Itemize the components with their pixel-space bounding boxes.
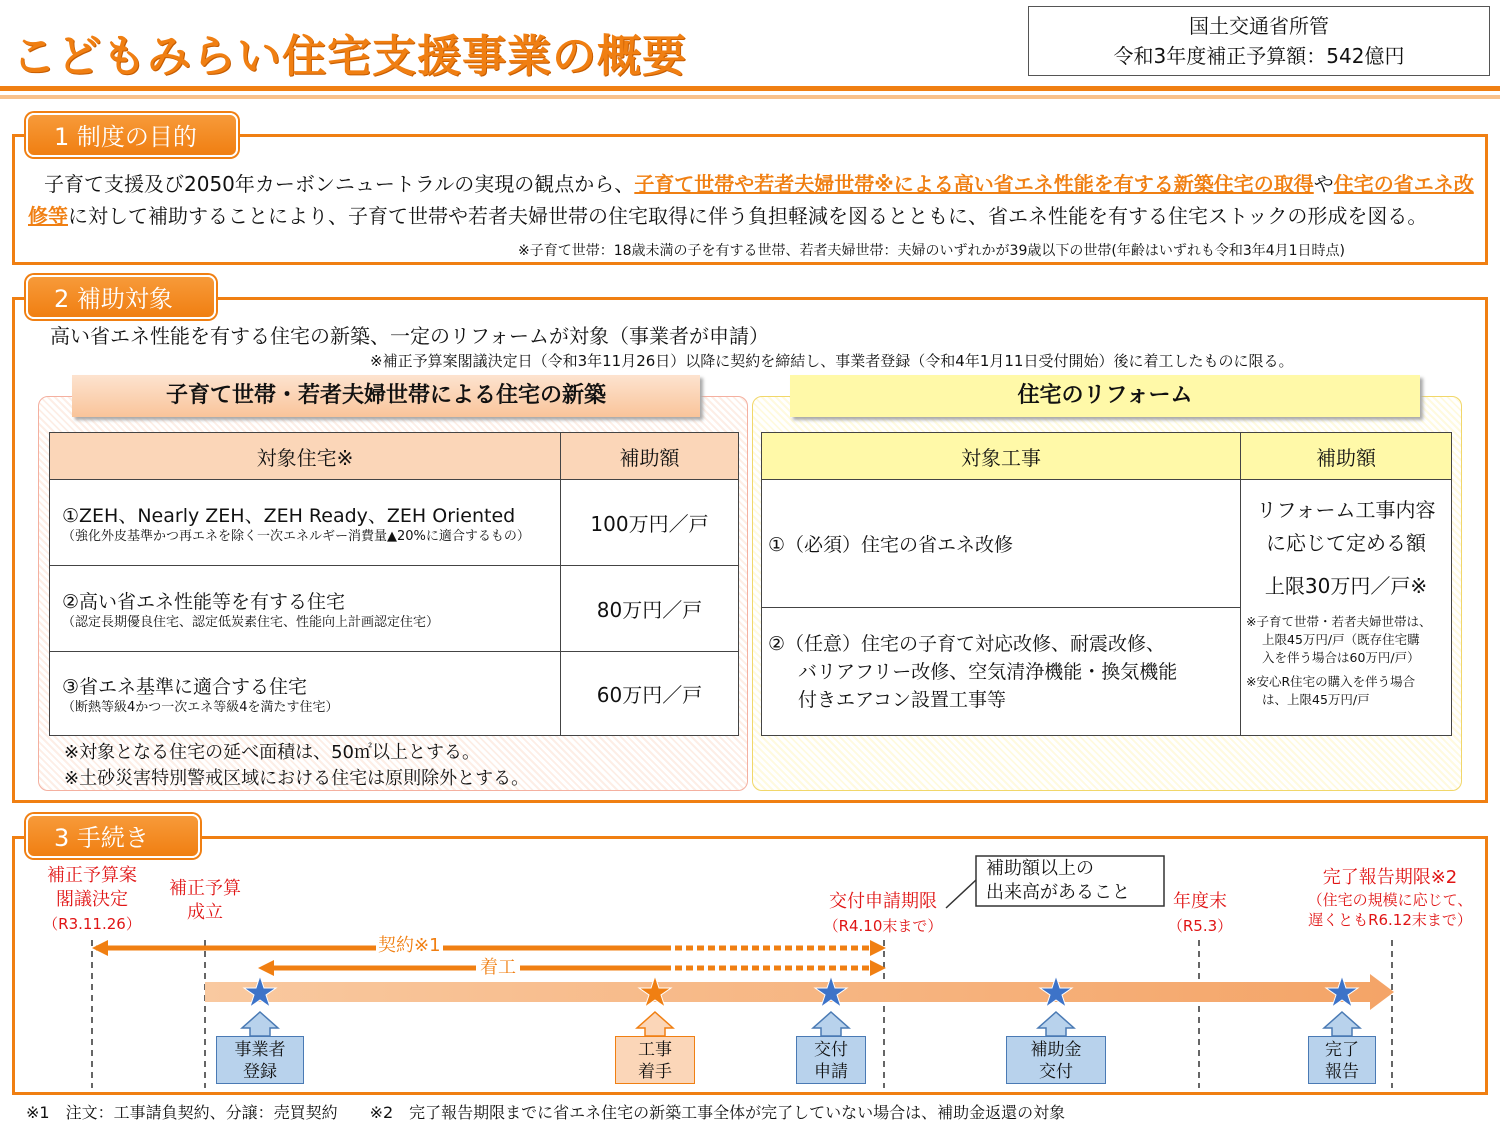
budget-amount: 令和3年度補正予算額：542億円 <box>1113 44 1405 68</box>
event-application-deadline <box>808 890 958 938</box>
event-report-deadline-note2: 遅くともR6.12末まで） <box>1308 911 1472 929</box>
reform-header: 住宅のリフォーム <box>790 375 1420 417</box>
purpose-text-b: や <box>1313 172 1334 196</box>
section-procedure-tab: 3 手続き <box>26 814 200 858</box>
step-business-registration-line2: 登録 <box>243 1062 277 1082</box>
callout-text <box>986 857 1130 905</box>
step-grant-application-line2: 申請 <box>814 1062 848 1082</box>
reform-note-1a: ※子育て世帯・若者夫婦世帯は、 <box>1246 614 1432 629</box>
step-construction-start <box>615 1036 695 1084</box>
reform-row-2-line1: ②（任意）住宅の子育て対応改修、耐震改修、 <box>768 632 1166 655</box>
step-completion-report <box>1308 1036 1376 1084</box>
footnote: ※1 注文：工事請負契約、分譲：売買契約 ※2 完了報告期限までに省エネ住宅の新築工事全体が完了していない場合は、補助金返還の対象 <box>26 1103 1066 1122</box>
timeline-arrow <box>205 974 1394 1010</box>
step-grant-application <box>796 1036 866 1084</box>
up-arrow-icon <box>637 1012 673 1036</box>
new-row-1-title: ①ZEH、Nearly ZEH、ZEH Ready、ZEH Oriented <box>62 504 516 527</box>
event-cabinet-decision <box>32 864 152 936</box>
reform-amount-cap: 上限30万円／戸※ <box>1264 574 1428 598</box>
step-construction-start-line1: 工事 <box>638 1040 672 1060</box>
event-cabinet-decision-line1: 補正予算案 <box>47 865 137 886</box>
step-completion-report-line2: 報告 <box>1325 1062 1359 1082</box>
purpose-text-c: に対して補助することにより、子育て世帯や若者夫婦世帯の住宅取得に伴う負担軽減を図るとともに、省エネ性能を有する住宅ストックの形成を図る。 <box>68 204 1428 228</box>
event-application-deadline-date: （R4.10末まで） <box>823 917 943 935</box>
event-report-deadline-note1: （住宅の規模に応じて、 <box>1307 891 1473 909</box>
event-cabinet-decision-date: （R3.11.26） <box>43 915 141 933</box>
reform-row-1: ①（必須）住宅の省エネ改修 <box>762 480 1241 608</box>
event-budget-passed-line2: 成立 <box>187 902 223 923</box>
new-row-2-title: ②高い省エネ性能等を有する住宅 <box>62 590 346 613</box>
up-arrow-icon <box>1038 1012 1074 1036</box>
reform-amount-line1: リフォーム工事内容 <box>1256 498 1436 522</box>
up-arrow-icon <box>242 1012 278 1036</box>
star-icon <box>1040 976 1072 1007</box>
reform-col-work: 対象工事 <box>762 433 1241 480</box>
section-target-tab: 2 補助対象 <box>26 275 216 319</box>
event-report-deadline <box>1290 866 1490 930</box>
reform-note-2b: は、上限45万円/戸 <box>1262 692 1370 707</box>
floor-area-note: ※対象となる住宅の延べ面積は、50㎡以上とする。 <box>64 742 480 763</box>
event-budget-passed <box>150 877 260 925</box>
step-grant-payment-line2: 交付 <box>1039 1062 1073 1082</box>
event-report-deadline-label: 完了報告期限※2 <box>1322 867 1458 888</box>
star-icon <box>815 976 847 1007</box>
callout-line2: 出来高があること <box>986 882 1130 903</box>
new-row-2-note: （認定長期優良住宅、認定低炭素住宅、性能向上計画認定住宅） <box>62 614 440 630</box>
star-icon <box>639 976 671 1007</box>
reform-note-1b: 上限45万円/戸（既存住宅購 <box>1262 632 1420 647</box>
new-col-target: 対象住宅※ <box>50 433 561 480</box>
step-construction-start-line2: 着手 <box>638 1062 672 1082</box>
step-completion-report-line1: 完了 <box>1325 1040 1359 1060</box>
target-lead-note: ※補正予算案閣議決定日（令和3年11月26日）以降に契約を締結し、事業者登録（令和4年1月11日受付開始）後に着工したものに限る。 <box>370 352 1294 370</box>
contract-arrow-head <box>92 940 108 956</box>
step-grant-payment <box>1006 1036 1106 1084</box>
reform-note-2a: ※安心R住宅の購入を伴う場合 <box>1246 674 1416 689</box>
purpose-highlight-2: 住宅の省エネ改修等 <box>28 172 1474 228</box>
start-arrow-head <box>258 960 274 976</box>
page-title: こどもみらい住宅支援事業の概要 <box>12 31 687 82</box>
new-row-3-note: （断熱等級4かつ一次エネ等級4を満たす住宅） <box>62 699 339 715</box>
purpose-note: ※子育て世帯：18歳未満の子を有する世帯、若者夫婦世帯：夫婦のいずれかが39歳以下の世帯(年齢はいずれも令和3年4月1日時点) <box>518 243 1346 259</box>
event-fiscal-year-end-label: 年度末 <box>1173 891 1227 912</box>
event-fiscal-year-end <box>1160 890 1240 938</box>
new-row-2-amount: 80万円／戸 <box>561 566 739 652</box>
new-build-header: 子育て世帯・若者夫婦世帯による住宅の新築 <box>72 375 700 417</box>
reform-amount-line2: に応じて定める額 <box>1266 531 1426 555</box>
reform-note-1c: 入を伴う場合は60万円/戸） <box>1262 650 1420 665</box>
up-arrow-icon <box>1324 1012 1360 1036</box>
new-col-amount: 補助額 <box>561 433 739 480</box>
star-icon <box>1326 976 1358 1007</box>
step-business-registration-line1: 事業者 <box>234 1040 286 1060</box>
step-business-registration <box>216 1036 304 1084</box>
new-row-3-title: ③省エネ基準に適合する住宅 <box>62 675 308 698</box>
purpose-text-a: 子育て支援及び2050年カーボンニュートラルの実現の観点から、 <box>44 172 635 196</box>
section-purpose-tab: 1 制度の目的 <box>26 113 238 157</box>
event-fiscal-year-end-date: （R5.3） <box>1167 917 1233 935</box>
contract-label: 契約※1 <box>378 935 441 956</box>
landslide-note: ※土砂災害特別警戒区域における住宅は原則除外とする。 <box>64 768 530 789</box>
reform-row-2-line3: 付きエアコン設置工事等 <box>798 688 1007 711</box>
step-grant-payment-line1: 補助金 <box>1030 1040 1082 1060</box>
purpose-highlight-1: 子育て世帯や若者夫婦世帯※による高い省エネ性能を有する新築住宅の取得 <box>634 172 1314 196</box>
new-row-1-note: （強化外皮基準かつ再エネを除く一次エネルギー消費量▲20%に適合するもの） <box>62 528 530 544</box>
target-lead: 高い省エネ性能を有する住宅の新築、一定のリフォームが対象（事業者が申請） <box>50 324 769 348</box>
up-arrow-icon <box>813 1012 849 1036</box>
callout-line1: 補助額以上の <box>986 858 1094 879</box>
start-label: 着工 <box>476 956 520 980</box>
star-icon <box>244 976 276 1007</box>
reform-col-amount: 補助額 <box>1241 433 1452 480</box>
ministry-label: 国土交通省所管 <box>1189 14 1329 38</box>
reform-row-2-line2: バリアフリー改修、空気清浄機能・換気機能 <box>798 660 1178 683</box>
new-row-1-amount: 100万円／戸 <box>561 480 739 566</box>
event-application-deadline-label: 交付申請期限 <box>829 891 937 912</box>
event-budget-passed-line1: 補正予算 <box>169 878 241 899</box>
step-grant-application-line1: 交付 <box>814 1040 848 1060</box>
event-cabinet-decision-line2: 閣議決定 <box>56 889 128 910</box>
new-row-3-amount: 60万円／戸 <box>561 652 739 736</box>
